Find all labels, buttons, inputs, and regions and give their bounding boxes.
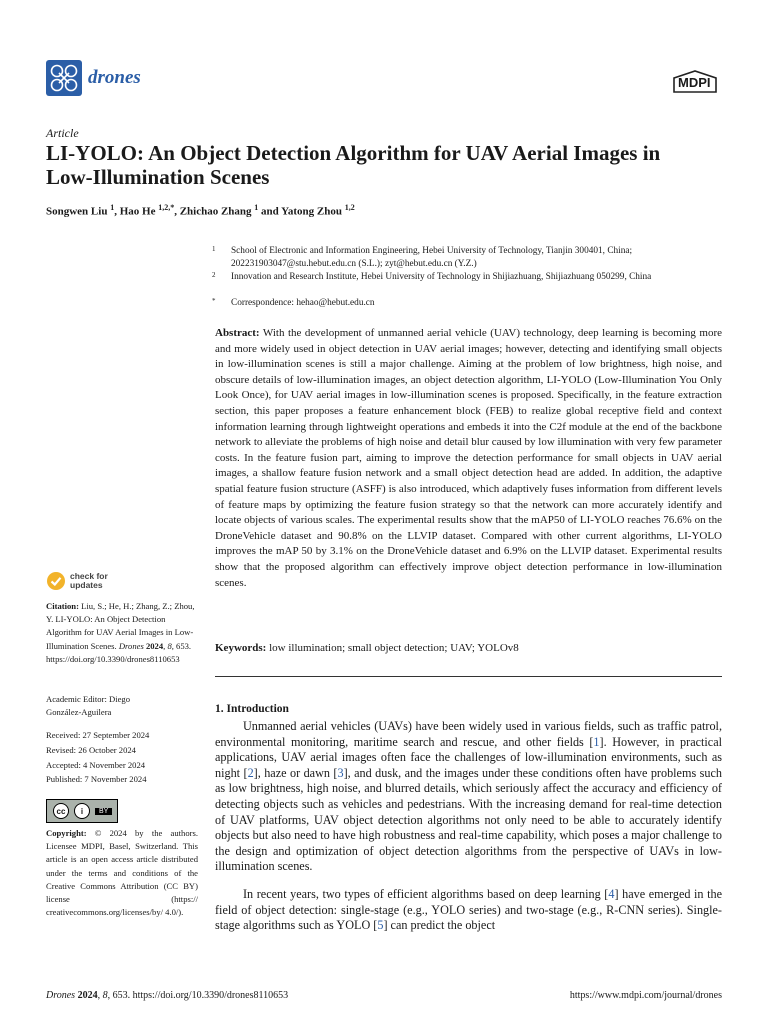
divider bbox=[215, 676, 722, 677]
citation-link[interactable]: 1 bbox=[593, 734, 600, 749]
article-type: Article bbox=[46, 126, 79, 140]
attribution-icon: i bbox=[74, 803, 90, 819]
footer-journal: Drones bbox=[46, 990, 76, 1001]
citation-link[interactable]: 5 bbox=[377, 918, 384, 933]
affiliation-text: Correspondence: hehao@hebut.edu.cn bbox=[231, 298, 375, 308]
affiliation bbox=[212, 297, 722, 310]
paragraph-text: In recent years, two types of efficient algorithms based on deep learning [ bbox=[243, 887, 609, 901]
footer-year: 2024 bbox=[77, 990, 98, 1001]
author-affil: 1,2 bbox=[344, 203, 355, 212]
intro-paragraph bbox=[215, 719, 722, 875]
author-affil: 1 bbox=[110, 203, 115, 212]
publisher-name: MDPI bbox=[678, 75, 711, 90]
cc-by-label: BY bbox=[95, 808, 112, 815]
paragraph-text: ] have emerged in the field of object detection: single-stage (e.g., YOLO series) and two-stage (e.g., R-CNN series). Single-stage algorithms such as YOLO [ bbox=[215, 887, 722, 933]
author-name[interactable]: Zhichao Zhang bbox=[179, 205, 252, 218]
abstract-text: With the development of unmanned aerial vehicle (UAV) technology, deep learning is becoming more and more widely used in object detection in UAV aerial images; however, detecting and identifying small objects in low-illumination scenes is still a major challenge. Aiming at the problem of low brightness, high noise, and obscure details of low-illumination images, an object detection algorithm, LI-YOLO (Low-Illumination You Only Look Once), for UAV aerial images in low-illumination scenes is proposed. Specifically, in the feature extraction section, this paper proposes a feature enhancement block (FEB) to realize global receptive field and context information learning through lightweight operations and embeds it into the C2f module at the end of the backbone network to alleviate the problems of high noise and detail blur caused by low illumination with very few parameter costs. In the feature fusion part, aiming to improve the detection performance for small objects in UAV aerial images, a shallow feature fusion network and a small object detection head are added. In addition, the adaptive spatial feature fusion structure (ASFF) is also introduced, which adaptively fuses information from different levels of feature maps by optimizing the feature fusion strategy so that the network can more accurately identify and locate objects of various scales. The experimental results show that the mAP50 of LI-YOLO reaches 76.6% on the DroneVehicle dataset and 90.8% on the LLVIP dataset. Compared with other current algorithms, LI-YOLO improves the mAP 50 by 3.1% on the DroneVehicle dataset and 6.9% on the LLVIP dataset. Experimental results show that the proposed algorithm can effectively improve object detection performance in low-illumination scenes. bbox=[215, 327, 722, 589]
publisher-logo[interactable] bbox=[670, 70, 720, 94]
paragraph-text: ], and dusk, and the images under these conditions often have problems such as low brightness, high noise, and blurred details, which seriously affect the accuracy and efficiency of detecting objects such as vehicles and pedestrians. With the increasing demand for real-time detection of UAV platforms, UAV object detection algorithms not only need to be able to accurately identify objects but also need to have high robustness and real-time capability, which poses a major challenge to the design and optimization of object detection algorithms from the perspective of UAVs in low-illumination scenes. bbox=[215, 765, 722, 874]
date-revised: Revised: 26 October 2024 bbox=[46, 745, 136, 755]
citation-link[interactable]: 3 bbox=[337, 765, 344, 780]
citation-doi[interactable]: , 653. https://doi.org/10.3390/drones8110653 bbox=[46, 640, 192, 664]
check-for-updates-button[interactable] bbox=[46, 571, 108, 591]
footer-citation: Drones 2024, 8, 653. https://doi.org/10.3390/drones8110653 bbox=[46, 990, 289, 1001]
abstract-label: Abstract: bbox=[215, 327, 260, 339]
affiliation-text: School of Electronic and Information Engineering, Hebei University of Technology, Tianjin 300401, China; 202231903047@stu.hebut.edu.cn (S.L.); zyt@hebut.edu.cn (Y.Z.) bbox=[231, 246, 633, 269]
copyright-block bbox=[46, 827, 198, 919]
affiliation-number: * bbox=[212, 297, 216, 305]
abstract bbox=[215, 326, 722, 591]
date-received: Received: 27 September 2024 bbox=[46, 730, 150, 740]
academic-editor: Academic Editor: Diego González-Aguilera bbox=[46, 694, 130, 718]
citation-journal: Drones bbox=[118, 640, 144, 651]
keywords bbox=[215, 642, 722, 654]
author-name[interactable]: Hao He bbox=[119, 205, 156, 218]
paragraph-text: Unmanned aerial vehicles (UAVs) have been widely used in various fields, such as traffic patrol, environmental monitoring, maritime search and rescue, and other fields [ bbox=[215, 719, 722, 749]
cc-license-badge[interactable] bbox=[46, 799, 118, 823]
section-heading: 1. Introduction bbox=[215, 703, 289, 715]
journal-logo[interactable] bbox=[46, 60, 141, 96]
citation-block: Citation: Liu, S.; He, H.; Zhang, Z.; Zhou, Y. LI-YOLO: An Object Detection Algorithm for UAV Aerial Images in Low-Illumination Scenes. Drones 2024, 8, 653. https://doi.org/10.3390/drones8110653 bbox=[46, 601, 195, 664]
affiliation bbox=[212, 271, 722, 284]
check-label: updates bbox=[70, 580, 103, 590]
author-list: Songwen Liu $^1$, Hao He $^{1,2,*}$, Zhichao Zhang $^1$ and Yatong Zhou $^{1,2}$ bbox=[46, 203, 355, 218]
author-affil: 1,2,* bbox=[158, 203, 175, 212]
intro-paragraph bbox=[215, 887, 722, 934]
affiliation-text: Innovation and Research Institute, Hebei University of Technology in Shijiazhuang, Shijiazhuang 050299, China bbox=[231, 272, 652, 282]
author-name[interactable]: Songwen Liu bbox=[46, 205, 108, 218]
article-title: LI-YOLO: An Object Detection Algorithm for UAV Aerial Images in Low-Illumination Scenes bbox=[46, 141, 661, 189]
keywords-label: Keywords: bbox=[215, 642, 267, 654]
citation-text: Liu, S.; He, H.; Zhang, Z.; Zhou, Y. LI-YOLO: An Object Detection Algorithm for UAV Aerial Images in Low-Illumination Scenes. bbox=[46, 601, 195, 651]
citation-volume: 8 bbox=[167, 640, 172, 651]
copyright-label: Copyright: bbox=[46, 828, 87, 838]
keywords-text: low illumination; small object detection; UAV; YOLOv8 bbox=[269, 642, 519, 654]
paragraph-text: ] can predict the object bbox=[383, 918, 496, 933]
cc-icon: cc bbox=[53, 803, 69, 819]
journal-name: drones bbox=[88, 67, 141, 88]
citation-label: Citation: bbox=[46, 601, 79, 611]
date-accepted: Accepted: 4 November 2024 bbox=[46, 760, 146, 770]
drone-logo-icon bbox=[46, 60, 82, 96]
footer-doi[interactable]: , 653. https://doi.org/10.3390/drones8110653 bbox=[107, 990, 289, 1001]
author-affil: 1 bbox=[254, 203, 259, 212]
author-conjunction: and bbox=[261, 205, 279, 218]
footer-journal-url[interactable]: https://www.mdpi.com/journal/drones bbox=[569, 990, 722, 1001]
footer-volume: 8 bbox=[102, 990, 108, 1001]
date-published: Published: 7 November 2024 bbox=[46, 774, 147, 784]
author-name[interactable]: Yatong Zhou bbox=[281, 205, 342, 218]
affiliation-number: 1 bbox=[212, 245, 216, 253]
affiliation bbox=[212, 245, 722, 271]
affiliation-number: 2 bbox=[212, 271, 216, 279]
paragraph-text: ]. However, in practical applications, UAV aerial images often face the challenges of low-illumination environments, such as night [ bbox=[215, 734, 722, 780]
citation-year: 2024 bbox=[145, 640, 164, 651]
check-updates-icon bbox=[46, 571, 66, 591]
copyright-text: © 2024 by the authors. Licensee MDPI, Basel, Switzerland. This article is an open access article distributed under the terms and conditions of the Creative Commons Attribution (CC BY) license (https:// creativecommons.org/licenses/by/ 4.0/). bbox=[46, 828, 198, 918]
citation-link[interactable]: 4 bbox=[608, 887, 615, 901]
check-label: check for bbox=[70, 571, 108, 581]
citation-link[interactable]: 2 bbox=[247, 765, 254, 780]
paragraph-text: ], haze or dawn [ bbox=[253, 765, 338, 780]
